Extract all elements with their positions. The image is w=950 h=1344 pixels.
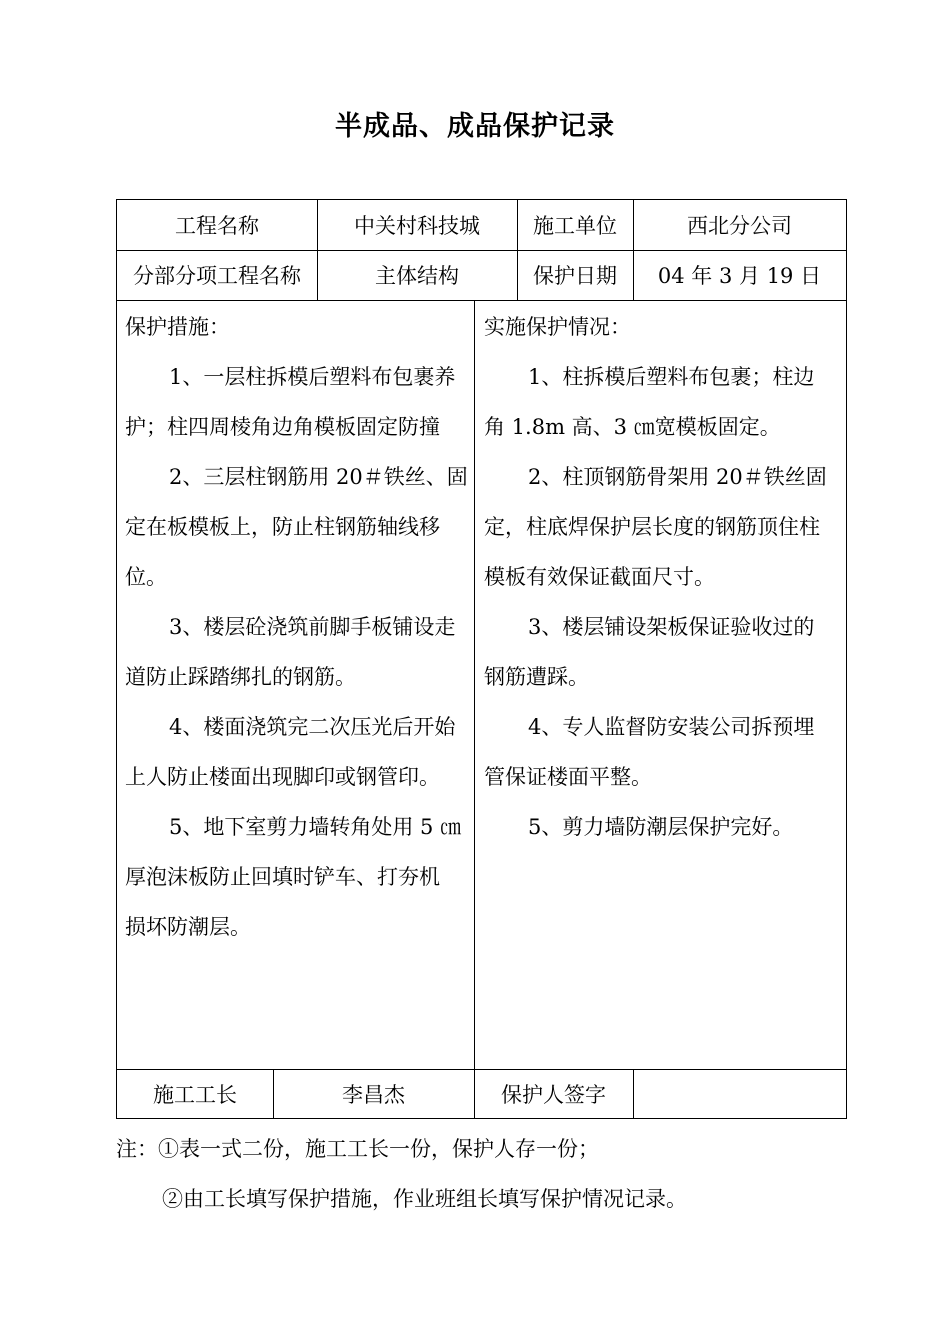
protection-date-value: 04 年 3 月 19 日 [657, 264, 822, 288]
implementation-line: 2、柱顶钢筋骨架用 20＃铁丝固 [528, 465, 827, 489]
measures-line: 厚泡沫板防止回填时铲车、打夯机 [125, 865, 440, 889]
subdivision-label: 分部分项工程名称 [133, 264, 301, 288]
implementation-line: 管保证楼面平整。 [484, 765, 652, 789]
protection-measures [125, 302, 470, 952]
protection-date-label: 保护日期 [533, 264, 617, 288]
measures-line: 5、地下室剪力墙转角处用 5 ㎝ [169, 815, 462, 839]
implementation-line: 角 1.8m 高、3 ㎝宽模板固定。 [484, 415, 781, 439]
measures-line: 3、楼层砼浇筑前脚手板铺设走 [169, 615, 456, 639]
column-divider [474, 300, 475, 1069]
measures-line: 4、楼面浇筑完二次压光后开始 [169, 715, 456, 739]
implementation-line: 模板有效保证截面尺寸。 [484, 565, 715, 589]
contractor-value: 西北分公司 [687, 214, 792, 238]
measures-line: 道防止踩踏绑扎的钢筋。 [125, 665, 356, 689]
measures-heading: 保护措施： [125, 315, 230, 339]
protection-record-table [116, 199, 847, 1119]
measures-line: 1、一层柱拆模后塑料布包裹养 [169, 365, 456, 389]
foreman-value: 李昌杰 [342, 1083, 405, 1107]
note-line-2: ②由工长填写保护措施，作业班组长填写保护情况记录。 [162, 1187, 687, 1211]
measures-line: 2、三层柱钢筋用 20＃铁丝、固 [169, 465, 468, 489]
signature-value [633, 1069, 846, 1119]
measures-line: 位。 [125, 565, 167, 589]
subdivision-value: 主体结构 [375, 264, 459, 288]
note-line-1: 注：①表一式二份，施工工长一份，保护人存一份； [116, 1137, 599, 1161]
implementation-line: 钢筋遭踩。 [484, 665, 589, 689]
implementation-line: 4、专人监督防安装公司拆预埋 [528, 715, 815, 739]
implementation-status [484, 302, 842, 852]
foreman-label: 施工工长 [153, 1083, 237, 1107]
contractor-label: 施工单位 [533, 214, 617, 238]
row-divider [117, 300, 846, 301]
measures-line: 护；柱四周棱角边角模板固定防撞 [125, 415, 440, 439]
implementation-line: 定，柱底焊保护层长度的钢筋顶住柱 [484, 515, 820, 539]
implementation-line: 5、剪力墙防潮层保护完好。 [528, 815, 794, 839]
signature-label: 保护人签字 [501, 1083, 606, 1107]
project-name-value: 中关村科技城 [354, 214, 480, 238]
project-name-label: 工程名称 [175, 214, 259, 238]
implementation-line: 3、楼层铺设架板保证验收过的 [528, 615, 815, 639]
measures-line: 损坏防潮层。 [125, 915, 251, 939]
measures-line: 上人防止楼面出现脚印或钢管印。 [125, 765, 440, 789]
implementation-line: 1、柱拆模后塑料布包裹；柱边 [528, 365, 815, 389]
document-title: 半成品、成品保护记录 [335, 111, 615, 142]
implementation-heading: 实施保护情况： [484, 315, 631, 339]
measures-line: 定在板模板上，防止柱钢筋轴线移 [125, 515, 440, 539]
